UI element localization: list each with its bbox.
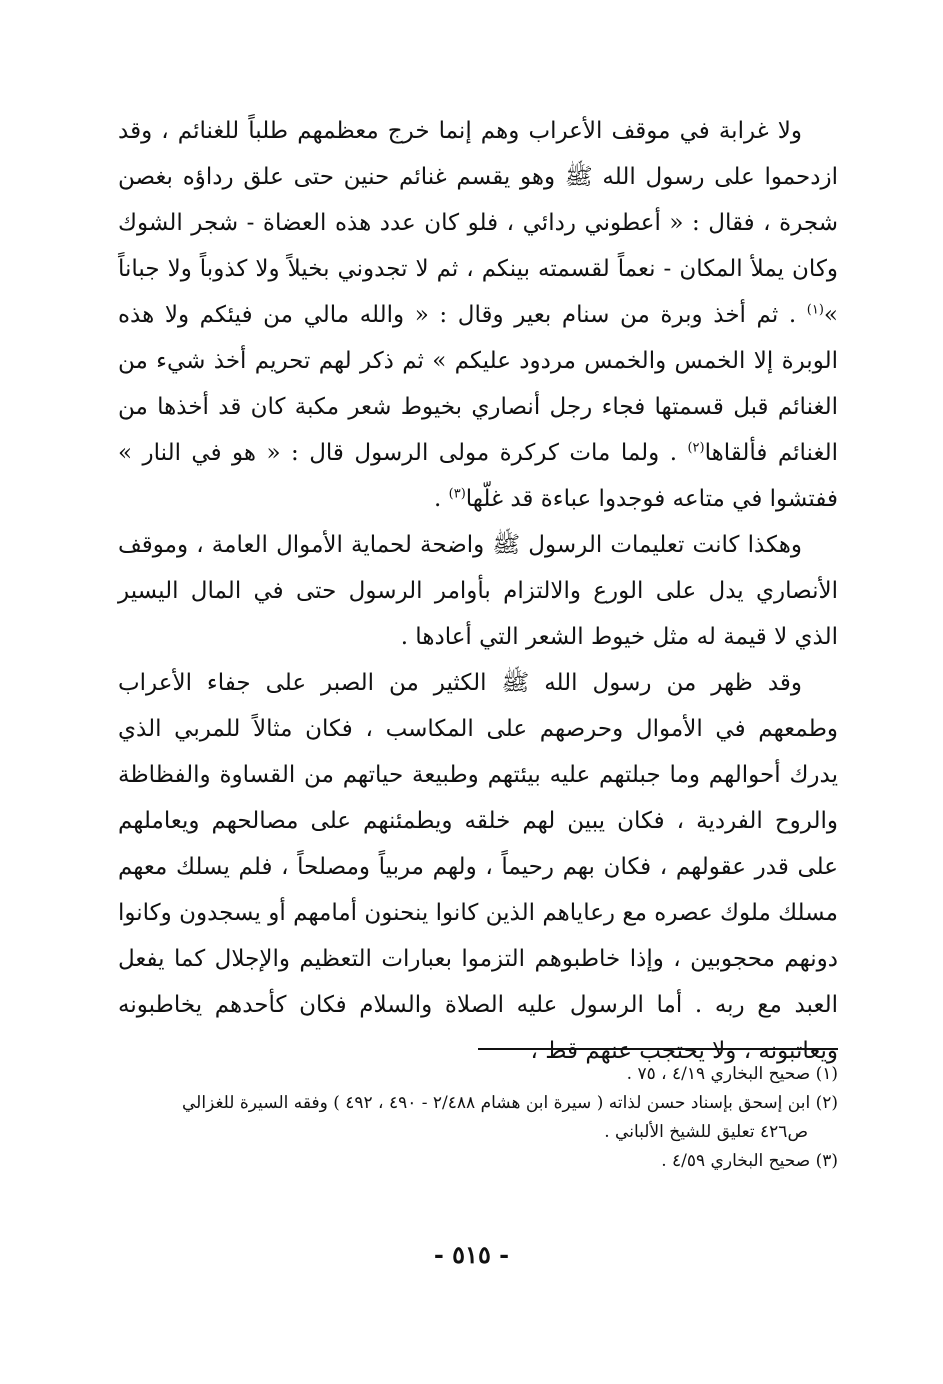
body-text: [118, 108, 838, 1074]
footnote-1: (١) صحيح البخاري ٤/١٩ ، ٧٥ .: [626, 1064, 838, 1084]
footnote-3: (٣) صحيح البخاري ٤/٥٩ .: [661, 1151, 838, 1171]
footnote-divider: [478, 1048, 838, 1050]
paragraph-2: وهكذا كانت تعليمات الرسول ﷺ واضحة لحماية الأموال العامة ، وموقف الأنصاري يدل على الورع والالتزام بأوامر الرسول حتى في المال اليسير الذي لا قيمة له مثل خيوط الشعر التي أعادها .: [118, 532, 838, 650]
page-number: - ٥١٥ -: [433, 1240, 510, 1269]
footnote-ref-3: (٣): [448, 486, 466, 502]
paragraph-3: وقد ظهر من رسول الله ﷺ الكثير من الصبر على جفاء الأعراب وطمعهم في الأموال وحرصهم على المكاسب ، فكان مثالاً للمربي الذي يدرك أحوالهم وما جبلتهم عليه بيئتهم وطبيعة حياتهم من القساوة والفظاظة والروح الفردية ، فكان يبين لهم خلقه ويطمئنهم على مصالحهم ويعاملهم على قدر عقولهم ، فكان بهم رحيماً ، ولهم مربياً ومصلحاً ، فلم يسلك معهم مسلك ملوك عصره مع رعاياهم الذين كانوا ينحنون أمامهم أو يسجدون وكانوا دونهم محجوبين ، وإذا خاطبوهم التزموا بعبارات التعظيم والإجلال كما يفعل العبد مع ربه . أما الرسول عليه الصلاة والسلام فكان كأحدهم يخاطبونه ويعاتبونه ، ولا يحتجب عنهم قط ،: [118, 670, 838, 1064]
footnotes: [100, 1060, 838, 1176]
footnote-2: (٢) ابن إسحق بإسناد حسن لذاته ( سيرة ابن هشام ٢/٤٨٨ - ٤٩٠ ، ٤٩٢ ) وفقه السيرة للغزالي: [182, 1093, 838, 1113]
paragraph-1-cont-a: . ثم أخذ وبرة من سنام بعير وقال : « والله مالي من فيئكم ولا هذه الوبرة إلا الخمس والخمس مردود عليكم » ثم ذكر لهم تحريم أخذ شيء من الغنائم قبل قسمتها فجاء رجل أنصاري بخيوط شعر مكبة كان قد أخذها من الغنائم فألقاها: [118, 302, 838, 466]
paragraph-1-cont-b: . ولما مات كركرة مولى الرسول قال : « هو في النار » ففتشوا في متاعه فوجدوا عباءة قد غلّها: [118, 440, 838, 512]
footnote-ref-2: (٢): [687, 440, 705, 456]
paragraph-1-end: .: [434, 486, 449, 512]
paragraph-1: [118, 108, 838, 522]
paragraph-1-text: ولا غرابة في موقف الأعراب وهم إنما خرج معظمهم طلباً للغنائم ، وقد ازدحموا على رسول الله ﷺ وهو يقسم غنائم حنين حتى علق رداؤه بغصن شجرة ، فقال : « أعطوني ردائي ، فلو كان عدد هذه العضاة - شجر الشوك وكان يملأ المكان - نعماً لقسمته بينكم ، ثم لا تجدوني بخيلاً ولا كذوباً ولا جباناً »: [118, 118, 838, 328]
footnote-ref-1: (١): [806, 302, 824, 318]
footnote-2-continued: ص٤٢٦ تعليق للشيخ الألباني .: [604, 1122, 808, 1142]
